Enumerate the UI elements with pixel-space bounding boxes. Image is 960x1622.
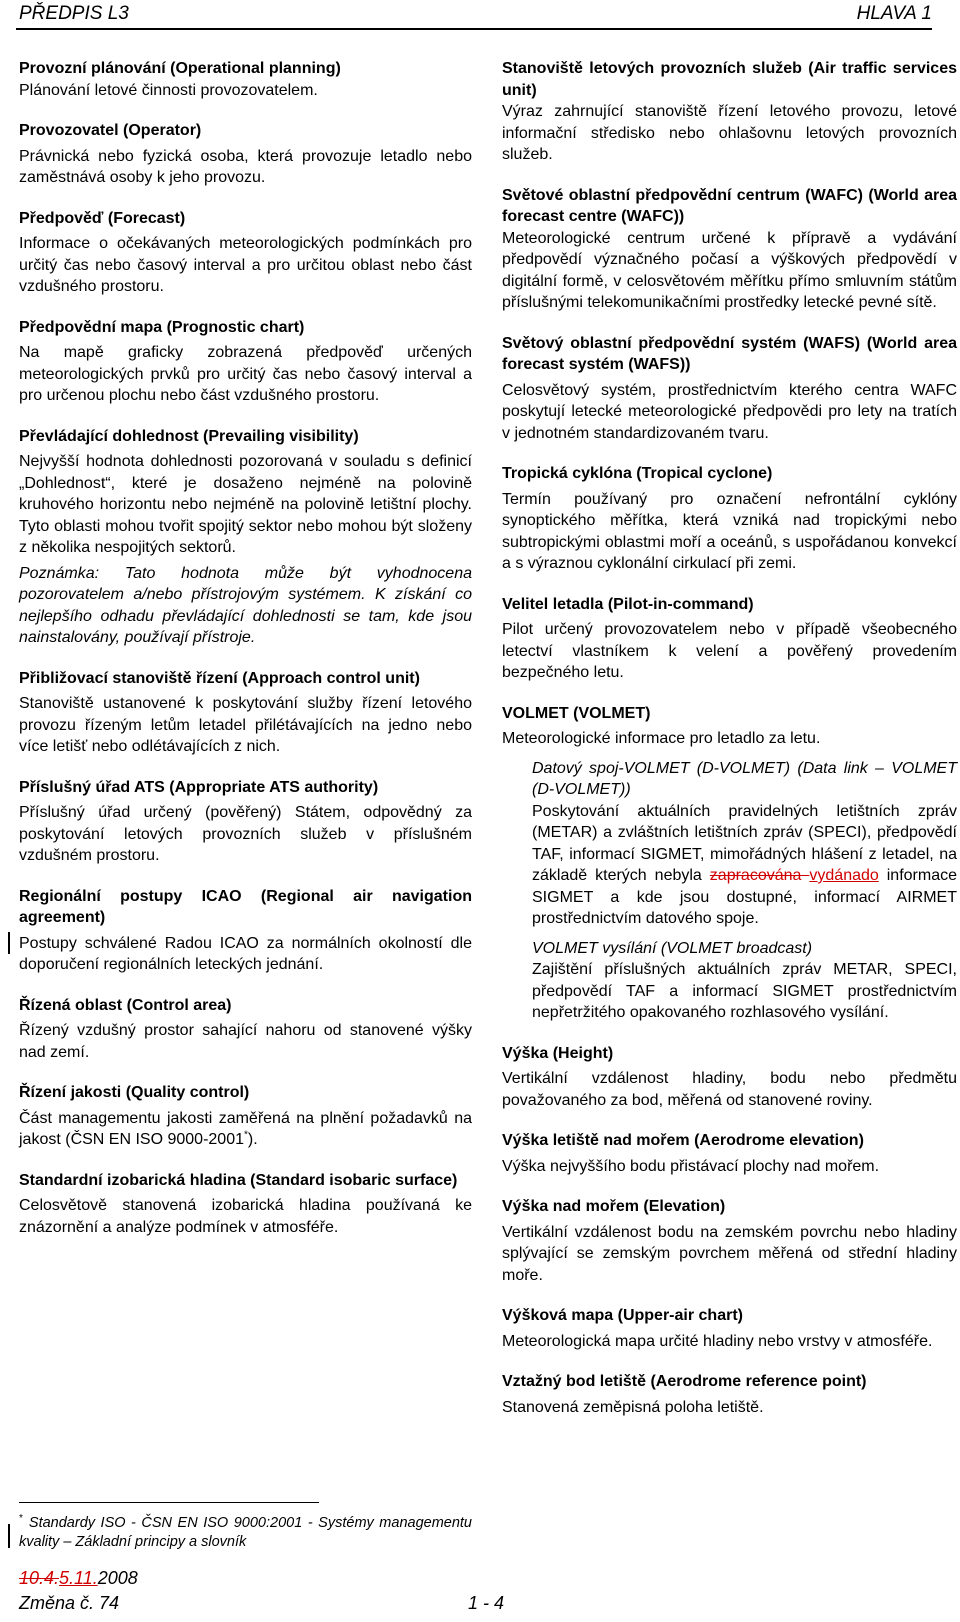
footnote-reference[interactable]: * — [244, 1129, 248, 1141]
sub-definition-title: VOLMET vysílání (VOLMET broadcast) — [532, 939, 813, 957]
definition-term: Převládající dohlednost (Prevailing visibility) — [19, 427, 359, 445]
definition-term: Řízení jakosti (Quality control) — [19, 1084, 250, 1101]
definition-text: Nejvyšší hodnota dohlednosti pozorovaná v souladu s definicí „Dohlednost“, které je dosaženo nejméně na polovině kruhového horizontu nebo nejméně na polovině letištní plochy. Tyto oblasti mohou tvořit spojitý sektor nebo mohou být složeny z několika nespojitých sektorů. — [19, 453, 472, 556]
definition-entry — [502, 1371, 957, 1418]
deleted-date: 10.4. — [19, 1568, 60, 1588]
definition-term: Předpovědní mapa (Prognostic chart) — [19, 318, 305, 336]
sub-definition-text-part: Poskytování aktuálních pravidelných letištních zpráv (METAR) a zvláštních letištních zpráv (SPECI), předpovědí TAF, informací SIGMET, mimořádných hlášení z letadel, na základě kterých nebyla — [532, 802, 957, 884]
definition-text: Příslušný úřad určený (pověřený) Státem, odpovědný za poskytování letových provozních služeb v příslušném vzdušném prostoru. — [19, 804, 472, 864]
definition-term: Velitel letadla (Pilot-in-command) — [502, 595, 754, 613]
definition-term: Provozní plánování (Operational planning) — [19, 60, 341, 77]
definition-text: Meteorologické centrum určené k přípravě a vydávání předpovědí význačného počasí a výškových předpovědí v digitální formě, v celosvětovém měřítku přímo smluvním státům příslušnými telekomunikačními prostředky letecké pevné sítě. — [502, 229, 957, 311]
definition-text: Informace o očekávaných meteorologických podmínkách pro určitý čas nebo časový interval a pro určitou oblast nebo část vzdušného prostoru. — [19, 235, 472, 295]
definition-text-part: Část managementu jakosti zaměřená na plnění požadavků na jakost (ČSN EN ISO 9000-2001 — [19, 1109, 472, 1148]
definition-entry — [502, 333, 957, 445]
definition-text: Řízený vzdušný prostor sahající nahoru od stanovené výšky nad zemí. — [19, 1022, 472, 1061]
definition-entry — [19, 1082, 472, 1151]
definition-entry — [502, 185, 957, 314]
definition-entry — [502, 1305, 957, 1352]
definition-term: VOLMET (VOLMET) — [502, 704, 651, 722]
footnote — [19, 1514, 472, 1552]
sub-definition — [532, 938, 957, 1024]
definition-entry — [19, 58, 472, 101]
definition-text: Právnická nebo fyzická osoba, která provozuje letadlo nebo zaměstnává osoby k jeho provozu. — [19, 147, 472, 186]
definition-text: Výraz zahrnující stanoviště řízení letového provozu, letové informační středisko nebo ohlašovnu letových provozních služeb. — [502, 103, 957, 163]
definition-entry — [19, 317, 472, 407]
sub-definition-title: Datový spoj-VOLMET (D-VOLMET) (Data link – VOLMET (D-VOLMET)) — [532, 759, 957, 798]
definition-term: Provozovatel (Operator) — [19, 122, 202, 139]
definition-entry — [19, 886, 472, 976]
definition-text: Na mapě graficky zobrazená předpověď určených meteorologických prvků pro určitý čas nebo časový interval a pro určenou plochu nebo část vzdušného prostoru. — [19, 344, 472, 404]
sub-definition-text-part: informace SIGMET a kde jsou dostupné, informací AIRMET prostřednictvím datového spoje. — [532, 867, 958, 927]
page-number: 1 - 4 — [468, 1593, 505, 1613]
definition-term: Světový oblastní předpovědní systém (WAFS) (World area forecast systém (WAFS)) — [502, 334, 957, 373]
header-regulation: PŘEDPIS L3 — [19, 3, 129, 24]
definition-text: Plánování letové činnosti provozovatelem. — [19, 81, 318, 99]
definition-term: Přibližovací stanoviště řízení (Approach control unit) — [19, 669, 420, 687]
definition-term: Výšková mapa (Upper-air chart) — [502, 1307, 743, 1324]
definition-text: Meteorologická mapa určité hladiny nebo vrstvy v atmosféře. — [502, 1332, 933, 1350]
definition-entry — [502, 703, 957, 1024]
footnote-text: Standardy ISO - ČSN EN ISO 9000:2001 - Systémy managementu kvality – Základní principy a slovník — [19, 1515, 472, 1550]
footer-date — [19, 1568, 138, 1589]
sub-definition-text: Zajištění příslušných aktuálních zpráv METAR, SPECI, předpovědí TAF a informací SIGMET prostřednictvím nepřetržitého opakovaného rozhlasového vysílání. — [532, 961, 957, 1021]
definition-text: Pilot určený provozovatelem nebo v případě všeobecného letectví vlastníkem k velení a pověřený provedením bezpečného letu. — [502, 621, 957, 681]
definition-text: Výška nejvyššího bodu přistávací plochy nad mořem. — [502, 1157, 880, 1175]
definition-term: Příslušný úřad ATS (Appropriate ATS authority) — [19, 778, 379, 796]
header-rule — [16, 28, 932, 30]
definition-term: Výška (Height) — [502, 1044, 614, 1062]
inserted-text: vydánado — [809, 867, 879, 884]
right-column — [502, 58, 957, 1437]
header-chapter: HLAVA 1 — [856, 3, 932, 24]
definition-entry — [19, 120, 472, 189]
definition-term: Výška letiště nad mořem (Aerodrome elevation) — [502, 1132, 864, 1149]
definition-term: Standardní izobarická hladina (Standard isobaric surface) — [19, 1171, 458, 1189]
footer-amendment: Změna č. 74 — [19, 1593, 120, 1613]
footnote-mark: * — [19, 1513, 23, 1525]
definition-entry — [19, 1170, 472, 1239]
definition-text: Celosvětový systém, prostřednictvím kterého centra WAFC poskytují letecké meteorologické předpovědi pro lety na tratích v jednotném standardizovaném tvaru. — [502, 381, 957, 442]
definition-entry — [502, 1043, 957, 1112]
definition-entry — [502, 594, 957, 684]
definition-text — [19, 1108, 472, 1151]
definition-entry — [502, 463, 957, 575]
definition-term: Řízená oblast (Control area) — [19, 996, 232, 1014]
definition-term: Stanoviště letových provozních služeb (Air traffic services unit) — [502, 60, 957, 99]
definition-term: Předpověď (Forecast) — [19, 209, 186, 227]
deleted-text: zapracována — [709, 867, 810, 884]
sub-definition-text — [532, 801, 957, 930]
definition-term: Tropická cyklóna (Tropical cyclone) — [502, 465, 773, 482]
definition-text: Vertikální vzdálenost hladiny, bodu nebo předmětu považovaného za bod, měřená od stanovené roviny. — [502, 1070, 957, 1109]
definition-term: Vztažný bod letiště (Aerodrome reference point) — [502, 1373, 867, 1390]
definition-text: Vertikální vzdálenost bodu na zemském povrchu nebo hladiny splývající se zemským povrchem měřená od střední hladiny moře. — [502, 1223, 957, 1284]
definition-entry — [19, 777, 472, 867]
definition-note: Poznámka: Tato hodnota může být vyhodnocena pozorovatelem a/nebo přístrojovým systémem. K získání co nejlepšího odhadu převládající dohlednosti se tam, kde jsou nainstalovány, používají přístroje. — [19, 564, 472, 646]
definition-text: Meteorologické informace pro letadlo za letu. — [502, 730, 821, 747]
definition-entry — [19, 426, 472, 649]
definition-text: Termín používaný pro označení nefrontální cyklóny synoptického měřítka, která vzniká nad tropickými nebo subtropickými oblastmi moří a oceánů, s uspořádanou konvekcí a s výraznou cyklonální cirkulací při zemi. — [502, 490, 957, 572]
definition-entry — [19, 208, 472, 298]
definition-entry — [19, 995, 472, 1064]
footnote-rule — [19, 1502, 319, 1503]
change-bar — [8, 1524, 10, 1548]
definition-term: Světové oblastní předpovědní centrum (WAFC) (World area forecast centre (WAFC)) — [502, 186, 957, 225]
sub-definition — [532, 758, 957, 930]
definition-text: Stanoviště ustanovené k poskytování služby řízení letového provozu řízeným letům letadel přilétávajících na jedno nebo více letišť nebo odlétávajících z nich. — [19, 695, 472, 755]
left-column — [19, 58, 472, 1257]
footer-year: 2008 — [97, 1568, 138, 1588]
inserted-date: 5.11. — [59, 1568, 98, 1588]
definition-text: Postupy schválené Radou ICAO za normálních okolností dle doporučení regionálních leteckých jednání. — [19, 934, 472, 973]
change-bar — [8, 932, 10, 954]
definition-entry — [502, 58, 957, 166]
definition-entry — [502, 1196, 957, 1286]
definition-entry — [502, 1130, 957, 1177]
definition-text: Stanovená zeměpisná poloha letiště. — [502, 1398, 764, 1416]
definition-entry — [19, 668, 472, 758]
definition-text-end: ). — [247, 1131, 258, 1148]
definition-term: Výška nad mořem (Elevation) — [502, 1198, 726, 1215]
definition-text: Celosvětově stanovená izobarická hladina používaná ke znázornění a analýze podmínek v atmosféře. — [19, 1197, 472, 1236]
definition-term: Regionální postupy ICAO (Regional air navigation agreement) — [19, 887, 472, 926]
